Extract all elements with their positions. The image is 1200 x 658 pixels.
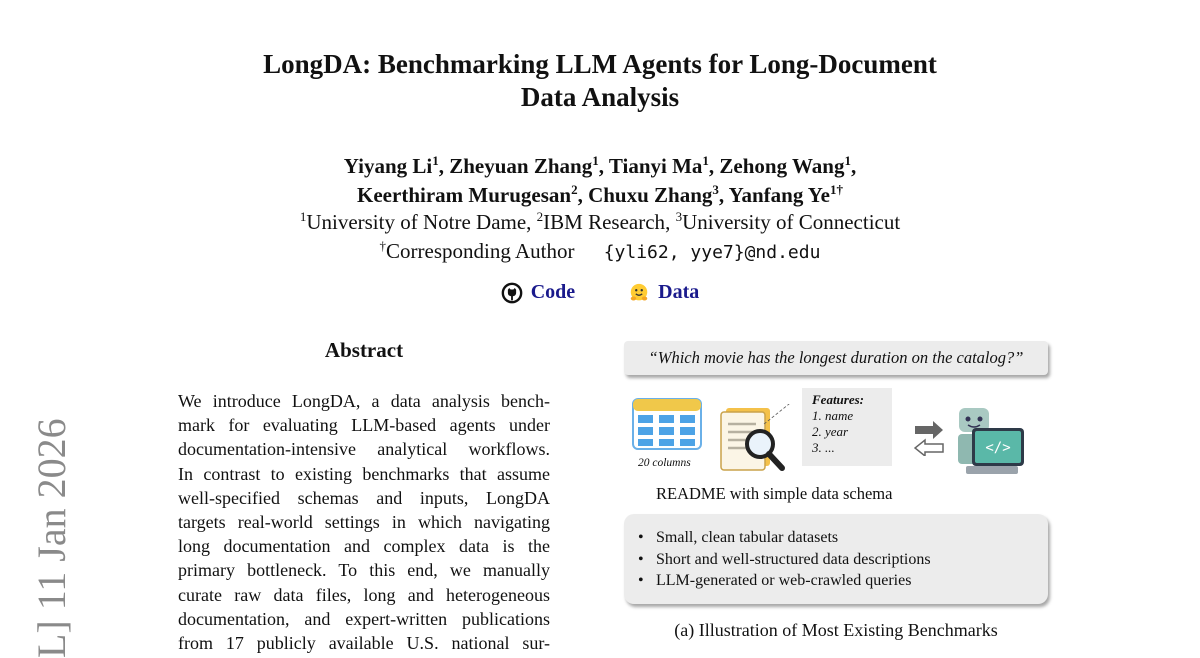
- author-sup: 1: [702, 153, 709, 168]
- robot-icon: [956, 404, 1030, 478]
- features-box: [802, 388, 892, 466]
- feature-item: 2. year: [812, 424, 849, 439]
- abstract-line: mark for evaluating LLM-based agents under: [178, 415, 550, 436]
- feature-item: 3. ...: [812, 440, 835, 455]
- author-sup: 1: [844, 153, 851, 168]
- corresponding-sup: †: [379, 238, 387, 253]
- code-link-label: Code: [530, 281, 576, 303]
- abstract-line: curate raw data files, long and heterogeneous: [178, 584, 550, 605]
- abstract-line: long documentation and complex data is the: [178, 536, 550, 557]
- abstract-line: from 17 publicly available U.S. national sur-: [178, 633, 550, 654]
- abstract-line: In contrast to existing benchmarks that assume: [178, 463, 550, 484]
- author-sup: 3: [712, 182, 719, 197]
- resource-links: [400, 281, 800, 310]
- author-name: Chuxu Zhang: [588, 183, 713, 207]
- affil-sup: 1: [299, 209, 307, 224]
- author-name: Yanfang Ye: [728, 183, 830, 207]
- author-name: Yiyang Li: [343, 154, 433, 178]
- bullet-item: • Small, clean tabular datasets: [638, 527, 1048, 549]
- title-line: Data Analysis: [520, 82, 680, 112]
- affiliations: $^1$University of Notre Dame, $^2$IBM Research, $^3$University of Connecticut †Corresponding Author {yli62, yye7}@nd.edu: [299, 209, 901, 263]
- corresponding-label: Corresponding Author: [386, 239, 575, 263]
- author-sup: 1†: [829, 182, 843, 197]
- benchmark-properties-box: [624, 514, 1048, 604]
- svg-text:</>: </>: [985, 440, 1011, 456]
- paper-title: [200, 48, 1000, 114]
- author-name: Keerthiram Murugesan: [357, 183, 572, 207]
- affil-sup: 2: [536, 209, 544, 224]
- author-name: Zheyuan Zhang: [449, 154, 593, 178]
- affiliation: University of Connecticut: [682, 210, 901, 234]
- author-sup: 1: [432, 153, 439, 168]
- author-name: Zehong Wang: [719, 154, 845, 178]
- author-name: Tianyi Ma: [608, 154, 703, 178]
- author-list: Yiyang Li$^1$, Zheyuan Zhang$^1$, Tianyi Ma$^1$, Zehong Wang$^1$, Keerthiram Murugesan$^2$, Chuxu Zhang$^3$, Yanfang $Ye^{1\dagger}$: [343, 153, 857, 207]
- data-link-label: Data: [658, 281, 700, 303]
- figure-caption: (a) Illustration of Most Existing Benchmarks: [674, 620, 998, 640]
- abstract-heading: Abstract: [324, 338, 404, 362]
- figure-query-box: “Which movie has the longest duration on the catalog?”: [624, 341, 1048, 375]
- table-icon: [632, 398, 702, 450]
- features-heading: Features:: [812, 392, 864, 407]
- affil-sup: 3: [675, 209, 683, 224]
- hugging-face-icon: [628, 282, 650, 304]
- affiliation: University of Notre Dame: [306, 210, 527, 234]
- affiliation: IBM Research: [543, 210, 666, 234]
- github-icon: [501, 282, 523, 304]
- bullet-item: • Short and well-structured data descriptions: [638, 549, 1048, 571]
- title-line: LongDA: Benchmarking LLM Agents for Long-Document: [263, 49, 937, 79]
- author-sup: 2: [571, 182, 578, 197]
- abstract-line: primary bottleneck. To this end, we manually: [178, 560, 550, 581]
- data-link[interactable]: [628, 281, 699, 304]
- document-magnifier-icon: [718, 404, 790, 474]
- feature-item: 1. name: [812, 408, 854, 423]
- code-link[interactable]: [501, 281, 575, 304]
- abstract-line: We introduce LongDA, a data analysis bench-: [178, 391, 550, 411]
- abstract-line: targets real-world settings in which navigating: [178, 512, 550, 533]
- abstract-body: [178, 389, 550, 655]
- readme-label: README with simple data schema: [656, 484, 893, 503]
- abstract-line: documentation, and expert-written publications: [178, 608, 550, 629]
- figure-illustration: [624, 388, 1048, 480]
- abstract-line: well-specified schemas and inputs, LongDA: [178, 487, 550, 508]
- author-email[interactable]: {yli62, yye7}@nd.edu: [603, 242, 821, 263]
- author-sup: 1: [592, 153, 599, 168]
- abstract-line: documentation-intensive analytical workflows.: [178, 439, 550, 460]
- bullet-item: • LLM-generated or web-crawled queries: [638, 570, 1048, 592]
- arxiv-side-stamp: L] 11 Jan 2026: [29, 418, 74, 658]
- arrows-icon: [914, 420, 944, 456]
- columns-label: 20 columns: [638, 457, 691, 469]
